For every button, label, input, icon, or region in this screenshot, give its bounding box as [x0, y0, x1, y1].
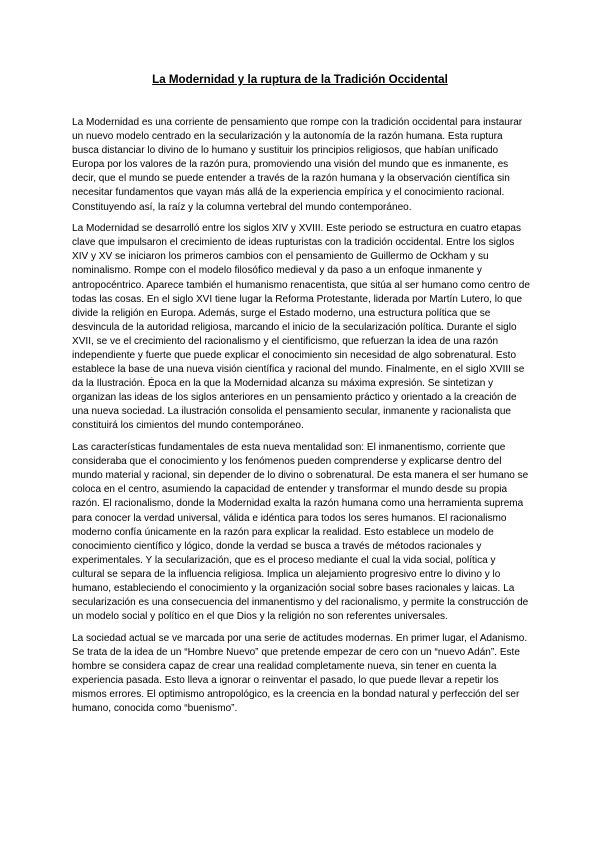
paragraph-4: La sociedad actual se ve marcada por una serie de actitudes modernas. En primer lugar, el Adanismo. Se trata de la idea de un “Hombre Nuevo” que pretende empezar de cero con un “nuevo Adán”. Este hombre se considera capaz de crear una realidad completamente nueva, sin tener en cuenta la experiencia pasada. Esto lleva a ignorar o reinventar el pasado, lo que puede llevar a repetir los mismos errores. El optimismo antropológico, es la creencia en la bondad natural y perfección del ser humano, conocida como “buenismo”. — [72, 632, 528, 715]
paragraph-2: La Modernidad se desarrolló entre los siglos XIV y XVIII. Este periodo se estructura en cuatro etapas clave que impulsaron el crecimiento de ideas rupturistas con la tradición occidental. Entre los siglos XIV y XV se iniciaron los primeros cambios con el pensamiento de Guillermo de Ockham y su nominalismo. Rompe con el modelo filosófico medieval y da paso a un enfoque inmanente y antropocéntrico. Aparece también el humanismo renacentista, que sitúa al ser humano como centro de todas las cosas. En el siglo XVI tiene lugar la Reforma Protestante, liderada por Martín Lutero, lo que divide la religión en Europa. Además, surge el Estado moderno, una estructura política que se desvincula de la autoridad religiosa, marcando el inicio de la secularización política. Durante el siglo XVII, se ve el crecimiento del racionalismo y el cientificismo, que refuerzan la idea de una razón independiente y fuerte que puede explicar el conocimiento sin necesidad de algo sobrenatural. Esto establece la base de una nueva visión científica y racional del mundo. Finalmente, en el siglo XVIII se da la Ilustración. Época en la que la Modernidad alcanza su máxima expresión. Se sintetizan y organizan las ideas de los siglos anteriores en un pensamiento práctico y orientado a la creación de una nueva sociedad. La ilustración consolida el pensamiento secular, inmanente y racionalista que constituirá los cimientos del mundo contemporáneo. — [72, 223, 530, 432]
document-title: La Modernidad y la ruptura de la Tradición Occidental — [152, 73, 448, 86]
paragraph-1: La Modernidad es una corriente de pensamiento que rompe con la tradición occidental para instaurar un nuevo modelo centrado en la secularización y la autonomía de la razón humana. Esta ruptura busca distanciar lo divino de lo humano y sustituir los principios religiosos, que habían unificado Europa por los valores de la razón pura, promoviendo una visión del mundo que es inmanente, es decir, que el mundo se puede entender a través de la razón humana y la observación científica sin necesitar fundamentos que vayan más allá de la experiencia empírica y el conocimiento racional. Constituyendo así, la raíz y la columna vertebral del mundo contemporáneo. — [72, 117, 523, 213]
document-body — [72, 116, 530, 724]
paragraph-3: Las características fundamentales de esta nueva mentalidad son: El inmanentismo, corriente que consideraba que el conocimiento y los fenómenos pueden comprenderse y explicarse dentro del mundo material y racional, sin depender de lo divino o sobrenatural. De esta manera el ser humano se coloca en el centro, asumiendo la capacidad de entender y transformar el mundo desde su propia razón. El racionalismo, donde la Modernidad exalta la razón humana como una herramienta suprema para conocer la verdad universal, válida e idéntica para todos los seres humanos. El racionalismo moderno confía únicamente en la razón para explicar la realidad. Esto establece un modelo de conocimiento científico y lógico, donde la verdad se busca a través de métodos racionales y experimentales. Y la secularización, que es el proceso mediante el cual la vida social, política y cultural se separa de la influencia religiosa. Implica un alejamiento progresivo entre lo divino y lo humano, estableciendo el conocimiento y la organización social sobre bases racionales y laicas. La secularización es una consecuencia del inmanentismo y del racionalismo, y permite la construcción de un modelo social y político en el que Dios y la religión no son referentes universales. — [72, 442, 529, 623]
